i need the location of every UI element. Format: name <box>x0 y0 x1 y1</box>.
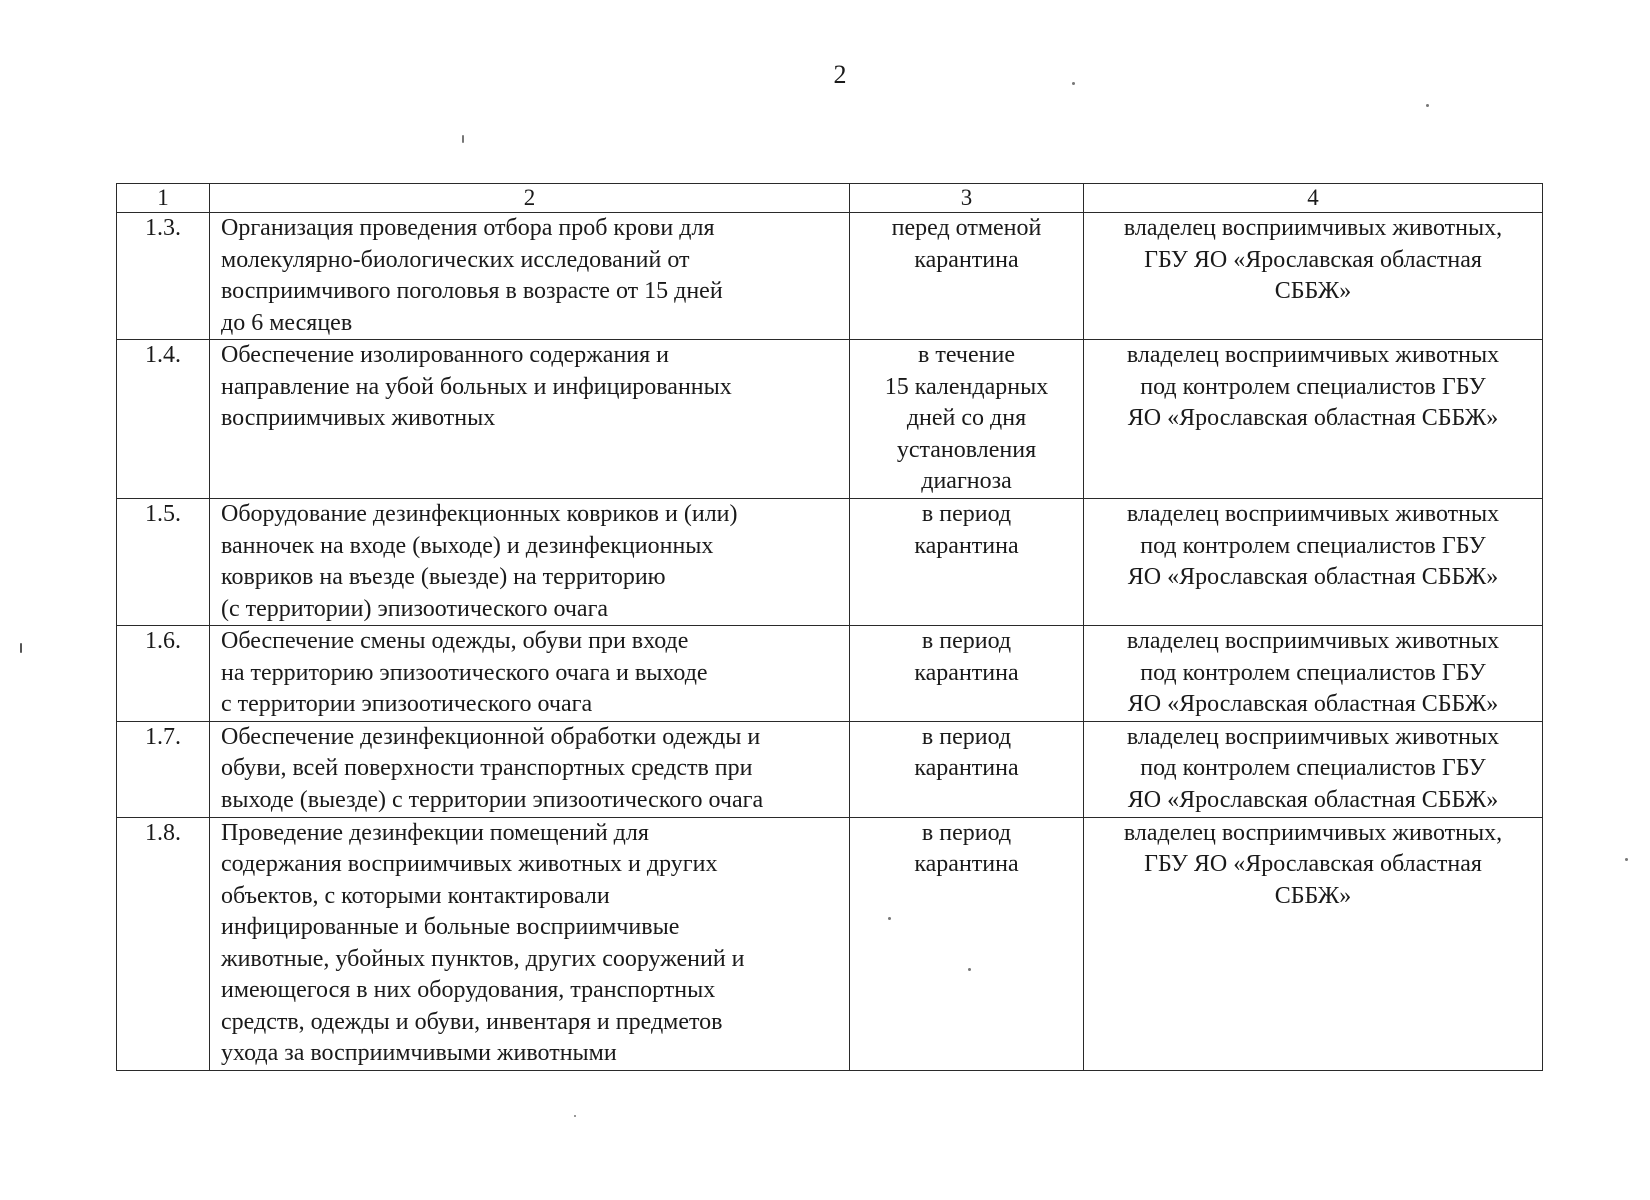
event-line: имеющегося в них оборудования, транспортных <box>221 977 716 1003</box>
term-cell <box>850 721 1084 817</box>
responsible-line: ГБУ ЯО «Ярославская областная <box>1144 851 1482 877</box>
event-line: ковриков на въезде (выезде) на территорию <box>221 564 666 590</box>
event-line: животные, убойных пунктов, других сооружений и <box>221 945 745 972</box>
event-cell <box>210 817 850 1070</box>
event-line: Оборудование дезинфекционных ковриков и (или) <box>221 501 738 527</box>
responsible-line: владелец восприимчивых животных <box>1126 342 1500 368</box>
responsible-cell <box>1084 817 1543 1070</box>
responsible-line: СББЖ» <box>1274 278 1352 304</box>
scan-speck <box>888 917 891 920</box>
header-col-4: 4 <box>1084 184 1543 213</box>
term-cell <box>850 213 1084 340</box>
event-line: (с территории) эпизоотического очага <box>221 595 609 622</box>
event-cell <box>210 626 850 722</box>
header-col-3: 3 <box>850 184 1084 213</box>
responsible-line: владелец восприимчивых животных, <box>1123 215 1503 241</box>
responsible-line: ЯО «Ярославская областная СББЖ» <box>1127 405 1499 431</box>
responsible-line: владелец восприимчивых животных <box>1126 723 1500 750</box>
event-cell <box>210 213 850 340</box>
scan-speck <box>462 135 464 143</box>
event-line: содержания восприимчивых животных и других <box>221 851 718 877</box>
responsible-line: под контролем специалистов ГБУ <box>1140 659 1486 686</box>
table-row <box>117 817 1543 1070</box>
row-number: 1.6. <box>117 626 210 722</box>
table-row <box>117 721 1543 817</box>
responsible-cell <box>1084 626 1543 722</box>
scan-speck <box>20 643 22 653</box>
table-row <box>117 499 1543 626</box>
measures-table <box>116 183 1543 1071</box>
term-line: в период <box>921 501 1012 527</box>
event-line: на территорию эпизоотического очага и выходе <box>221 659 708 686</box>
term-line: карантина <box>914 851 1019 877</box>
event-line: Проведение дезинфекции помещений для <box>221 819 649 846</box>
scan-speck <box>1072 82 1075 85</box>
responsible-line: владелец восприимчивых животных <box>1126 501 1500 527</box>
term-line: диагноза <box>921 468 1012 494</box>
responsible-line: под контролем специалистов ГБУ <box>1140 373 1486 400</box>
table-row <box>117 626 1543 722</box>
event-line: средств, одежды и обуви, инвентаря и предметов <box>221 1008 723 1035</box>
event-line: Организация проведения отбора проб крови для <box>221 215 715 241</box>
scan-speck <box>968 968 971 971</box>
responsible-cell <box>1084 499 1543 626</box>
event-line: восприимчивых животных <box>221 405 496 431</box>
event-line: ухода за восприимчивыми животными <box>221 1040 617 1066</box>
event-line: выходе (выезде) с территории эпизоотического очага <box>221 786 764 813</box>
row-number: 1.4. <box>117 340 210 499</box>
table-row <box>117 340 1543 499</box>
term-cell <box>850 817 1084 1070</box>
term-line: в период <box>921 628 1012 654</box>
event-line: Обеспечение смены одежды, обуви при входе <box>221 628 689 654</box>
table-row <box>117 213 1543 340</box>
term-cell <box>850 340 1084 499</box>
event-line: ванночек на входе (выходе) и дезинфекционных <box>221 532 714 559</box>
row-number: 1.5. <box>117 499 210 626</box>
term-line: в период <box>921 819 1012 846</box>
term-line: 15 календарных <box>884 373 1049 400</box>
responsible-cell <box>1084 213 1543 340</box>
scan-speck <box>1426 104 1429 107</box>
responsible-line: ЯО «Ярославская областная СББЖ» <box>1127 786 1499 813</box>
header-col-2: 2 <box>210 184 850 213</box>
event-line: Обеспечение изолированного содержания и <box>221 342 670 368</box>
responsible-line: ЯО «Ярославская областная СББЖ» <box>1127 691 1499 717</box>
term-line: карантина <box>914 755 1019 781</box>
responsible-line: ГБУ ЯО «Ярославская областная <box>1144 246 1482 273</box>
term-line: дней со дня <box>906 405 1027 431</box>
scan-speck <box>1625 858 1628 861</box>
responsible-line: ЯО «Ярославская областная СББЖ» <box>1127 564 1499 590</box>
event-cell <box>210 340 850 499</box>
scan-speck <box>574 1115 576 1117</box>
responsible-line: под контролем специалистов ГБУ <box>1140 532 1486 559</box>
row-number: 1.3. <box>117 213 210 340</box>
responsible-line: СББЖ» <box>1274 882 1352 909</box>
event-line: молекулярно-биологических исследований от <box>221 246 690 273</box>
event-line: до 6 месяцев <box>221 309 353 336</box>
responsible-line: владелец восприимчивых животных <box>1126 628 1500 654</box>
event-line: Обеспечение дезинфекционной обработки одежды и <box>221 723 761 750</box>
event-cell <box>210 721 850 817</box>
term-line: карантина <box>914 532 1019 559</box>
event-line: инфицированные и больные восприимчивые <box>221 914 680 940</box>
term-line: карантина <box>914 246 1019 273</box>
event-cell <box>210 499 850 626</box>
table-header-row <box>117 184 1543 213</box>
event-line: объектов, с которыми контактировали <box>221 882 610 909</box>
event-line: с территории эпизоотического очага <box>221 691 593 717</box>
event-line: направление на убой больных и инфицированных <box>221 373 732 400</box>
responsible-cell <box>1084 340 1543 499</box>
header-col-1: 1 <box>117 184 210 213</box>
term-cell <box>850 499 1084 626</box>
row-number: 1.8. <box>117 817 210 1070</box>
term-line: в период <box>921 723 1012 750</box>
row-number: 1.7. <box>117 721 210 817</box>
responsible-cell <box>1084 721 1543 817</box>
term-cell <box>850 626 1084 722</box>
term-line: установления <box>896 436 1037 463</box>
responsible-line: владелец восприимчивых животных, <box>1123 819 1503 846</box>
event-line: обуви, всей поверхности транспортных средств при <box>221 755 753 781</box>
responsible-line: под контролем специалистов ГБУ <box>1140 755 1486 781</box>
term-line: карантина <box>914 659 1019 686</box>
page-number: 2 <box>833 60 847 89</box>
event-line: восприимчивого поголовья в возрасте от 15 дней <box>221 278 723 304</box>
term-line: в течение <box>918 342 1015 368</box>
term-line: перед отменой <box>891 215 1042 241</box>
